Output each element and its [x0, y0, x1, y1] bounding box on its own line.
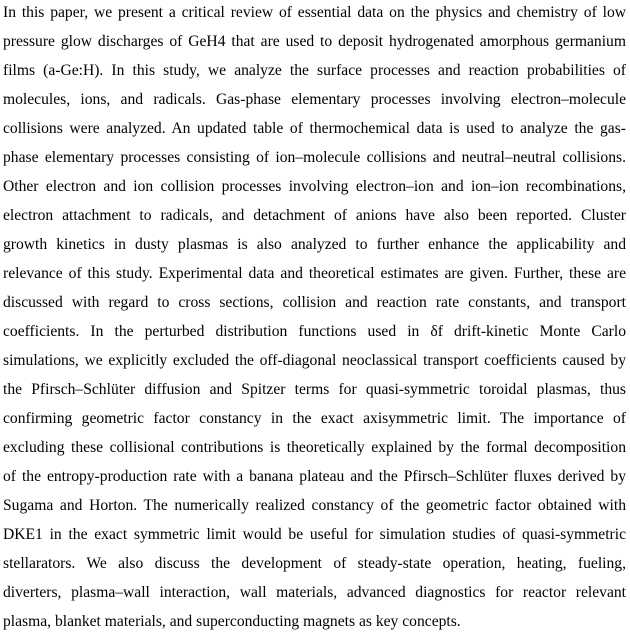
abstract-line-12: coefficients. In the perturbed distribution functions used in δf drift-kinetic Monte Carlo	[3, 323, 626, 340]
abstract-line-17: of the entropy-production rate with a banana plateau and the Pfirsch–Schlüter fluxes derived by	[3, 468, 626, 485]
abstract-line-20: stellarators. We also discuss the development of steady-state operation, heating, fueling,	[3, 555, 626, 572]
abstract-line-4: molecules, ions, and radicals. Gas-phase elementary processes involving electron–molecule	[3, 91, 626, 108]
abstract-line-2: pressure glow discharges of GeH4 that are used to deposit hydrogenated amorphous germanium	[3, 33, 626, 50]
abstract-line-5: collisions were analyzed. An updated table of thermochemical data is used to analyze the gas-	[3, 120, 626, 137]
abstract-line-19: DKE1 in the exact symmetric limit would be useful for simulation studies of quasi-symmetric	[3, 526, 626, 543]
abstract-line-16: excluding these collisional contributions is theoretically explained by the formal decomposition	[3, 439, 626, 456]
abstract-line-8: electron attachment to radicals, and detachment of anions have also been reported. Cluster	[3, 207, 626, 224]
abstract-line-22: plasma, blanket materials, and superconducting magnets as key concepts.	[3, 613, 461, 630]
abstract-line-7: Other electron and ion collision processes involving electron–ion and ion–ion recombinations,	[3, 178, 626, 195]
abstract-line-10: relevance of this study. Experimental data and theoretical estimates are given. Further, these are	[3, 265, 626, 282]
abstract-line-9: growth kinetics in dusty plasmas is also analyzed to further enhance the applicability and	[3, 236, 626, 253]
abstract-line-13: simulations, we explicitly excluded the off-diagonal neoclassical transport coefficients caused by	[3, 352, 626, 369]
abstract-line-11: discussed with regard to cross sections, collision and reaction rate constants, and transport	[3, 294, 626, 311]
abstract-line-18: Sugama and Horton. The numerically realized constancy of the geometric factor obtained with	[3, 497, 626, 514]
abstract-line-3: films (a-Ge:H). In this study, we analyze the surface processes and reaction probabilities of	[3, 62, 626, 79]
abstract-line-6: phase elementary processes consisting of ion–molecule collisions and neutral–neutral collisions.	[3, 149, 626, 166]
abstract-line-14: the Pfirsch–Schlüter diffusion and Spitzer terms for quasi-symmetric toroidal plasmas, thus	[3, 381, 626, 398]
abstract-line-21: diverters, plasma–wall interaction, wall materials, advanced diagnostics for reactor relevant	[3, 584, 626, 601]
abstract-line-15: confirming geometric factor constancy in the exact axisymmetric limit. The importance of	[3, 410, 626, 427]
abstract-line-1: In this paper, we present a critical review of essential data on the physics and chemistry of low	[3, 4, 626, 21]
